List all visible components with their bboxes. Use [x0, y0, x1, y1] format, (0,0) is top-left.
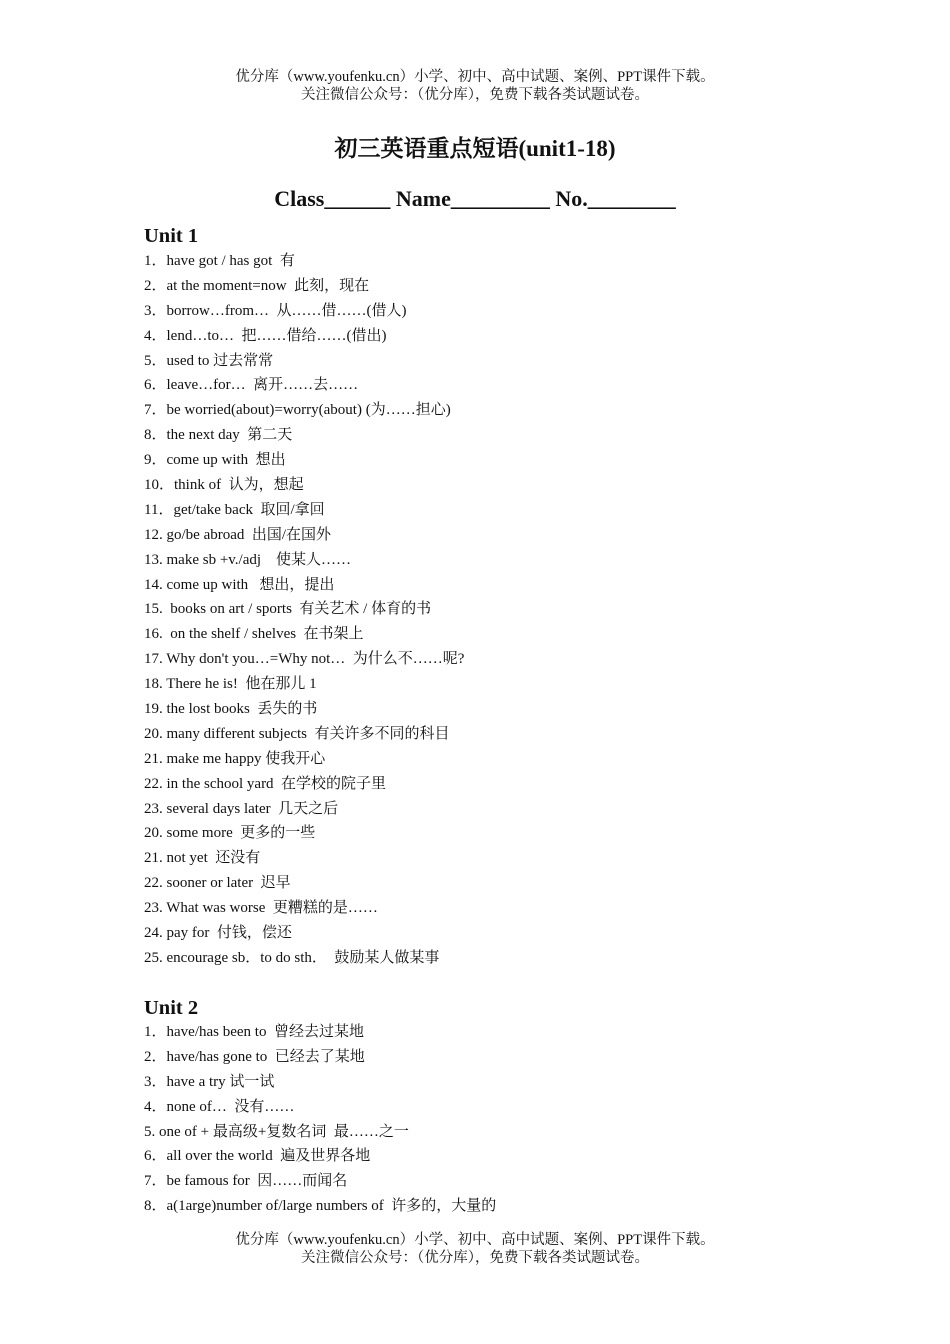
phrase-item: 13. make sb +v./adj 使某人……	[144, 551, 352, 568]
phrase-item: 14. come up with 想出，提出	[144, 576, 335, 593]
phrase-item: 22. sooner or later 迟早	[144, 875, 291, 892]
phrase-item: 1．have/has been to 曾经去过某地	[144, 1024, 364, 1040]
unit-2-heading: Unit 2	[144, 997, 199, 1019]
phrase-item: 4．none of… 没有……	[144, 1098, 295, 1115]
page-footer	[0, 1231, 950, 1267]
phrase-item: 1．have got / has got 有	[144, 253, 295, 269]
header-line-2: 关注微信公众号：（优分库），免费下载各类试题试卷。	[301, 87, 649, 103]
phrase-item: 11．get/take back 取回/拿回	[144, 501, 325, 518]
footer-line-1: 优分库（www.youfenku.cn）小学、初中、高中试题、案例、PPT课件下载。	[235, 1232, 715, 1248]
phrase-item: 3．have a try 试一试	[144, 1073, 275, 1090]
phrase-item: 22. in the school yard 在学校的院子里	[144, 775, 387, 792]
phrase-item: 20. some more 更多的一些	[144, 825, 316, 842]
document-title: 初三英语重点短语(unit1-18)	[334, 136, 616, 161]
class-name-number-line: Class______ Name_________ No.________	[274, 186, 676, 211]
phrase-item: 15. books on art / sports 有关艺术 / 体育的书	[144, 601, 432, 618]
phrase-item: 5．used to 过去常常	[144, 352, 274, 369]
unit-1-heading: Unit 1	[144, 225, 199, 247]
phrase-item: 20. many different subjects 有关许多不同的科目	[144, 725, 450, 742]
phrase-item: 12. go/be abroad 出国/在国外	[144, 526, 332, 543]
phrase-item: 25. encourage sb．to do sth． 鼓励某人做某事	[144, 949, 440, 966]
unit-1-phrase-list	[144, 249, 464, 971]
phrase-item: 17. Why don't you…=Why not… 为什么不……呢?	[144, 651, 465, 668]
phrase-item: 24. pay for 付钱，偿还	[144, 925, 292, 942]
phrase-item: 21. not yet 还没有	[144, 850, 261, 867]
phrase-item: 7．be worried(about)=worry(about) (为……担心)	[144, 402, 451, 419]
phrase-item: 3．borrow…from… 从……借……(借人)	[144, 302, 407, 319]
unit-2-phrase-list	[144, 1020, 496, 1219]
phrase-item: 18. There he is! 他在那儿 1	[144, 676, 317, 693]
header-line-1: 优分库（www.youfenku.cn）小学、初中、高中试题、案例、PPT课件下载。	[235, 69, 715, 85]
phrase-item: 21. make me happy 使我开心	[144, 750, 326, 767]
phrase-item: 2．at the moment=now 此刻，现在	[144, 277, 370, 294]
phrase-item: 7．be famous for 因……而闻名	[144, 1173, 348, 1190]
phrase-item: 2．have/has gone to 已经去了某地	[144, 1048, 365, 1065]
phrase-item: 23. What was worse 更糟糕的是……	[144, 900, 378, 917]
phrase-item: 9．come up with 想出	[144, 452, 286, 469]
phrase-item: 23. several days later 几天之后	[144, 800, 339, 817]
phrase-item: 8．a(1arge)number of/large numbers of 许多的，大量的	[144, 1198, 497, 1215]
phrase-item: 10．think of 认为，想起	[144, 477, 304, 494]
page-header	[0, 68, 950, 104]
phrase-item: 19. the lost books 丢失的书	[144, 701, 318, 718]
phrase-item: 5. one of + 最高级+复数名词 最……之一	[144, 1123, 409, 1140]
phrase-item: 16. on the shelf / shelves 在书架上	[144, 626, 364, 643]
phrase-item: 4．lend…to… 把……借给……(借出)	[144, 327, 387, 344]
phrase-item: 6．all over the world 遍及世界各地	[144, 1148, 371, 1165]
phrase-item: 8．the next day 第二天	[144, 427, 293, 444]
phrase-item: 6．leave…for… 离开……去……	[144, 377, 359, 394]
footer-line-2: 关注微信公众号：（优分库），免费下载各类试题试卷。	[301, 1250, 649, 1266]
